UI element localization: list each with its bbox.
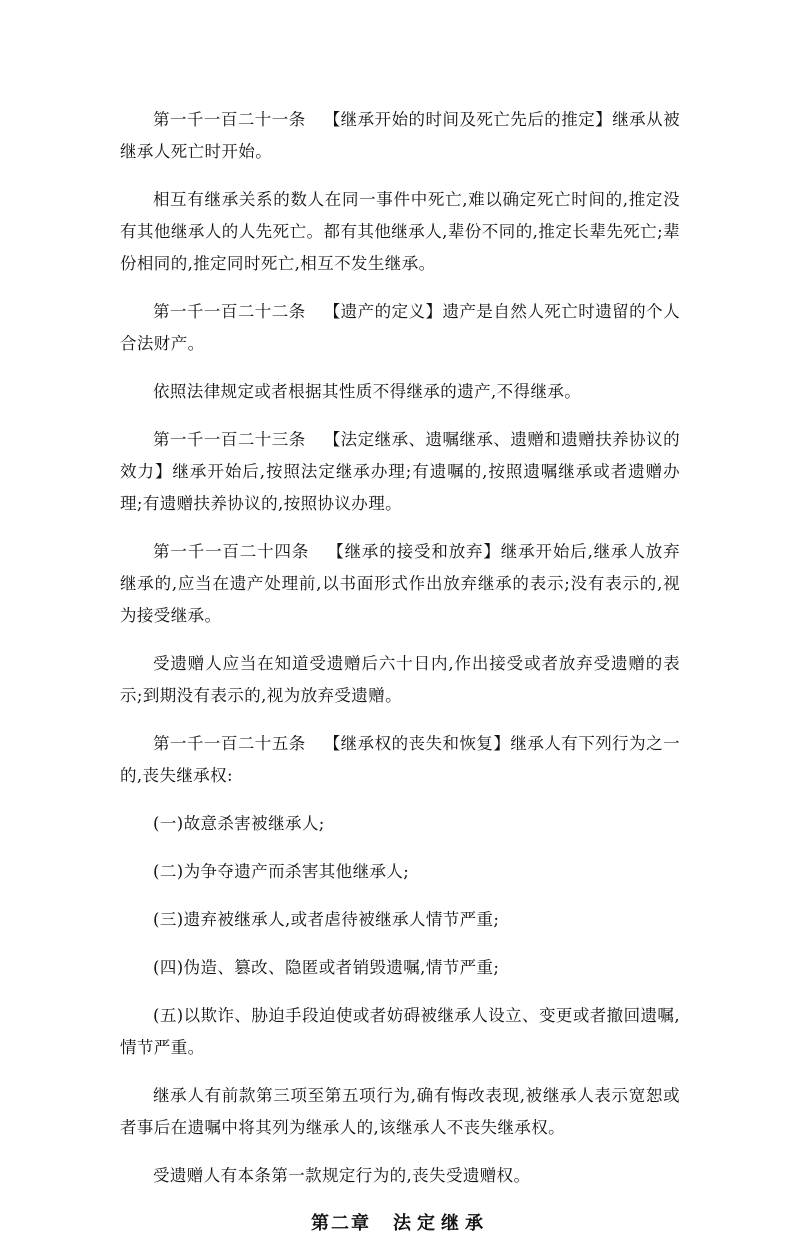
document-body (120, 104, 680, 1240)
article-text: 继承从被继承人死亡时开始。 (120, 110, 680, 161)
article-paragraph: 继承人有前款第三项至第五项行为,确有悔改表现,被继承人表示宽恕或者事后在遗嘱中将其列为继承人的,该继承人不丧失继承权。 (120, 1086, 680, 1137)
list-item: (二)为争夺遗产而杀害其他继承人; (153, 862, 410, 881)
article-title: 【继承权的丧失和恢复】 (323, 734, 511, 753)
article-1122 (120, 296, 680, 360)
article-number: 第一千一百二十二条 (153, 302, 306, 321)
list-item: (五)以欺诈、胁迫手段迫使或者妨碍被继承人设立、变更或者撤回遗嘱,情节严重。 (120, 1006, 680, 1057)
article-number: 第一千一百二十一条 (153, 110, 306, 129)
article-title: 【法定继承、遗嘱继承、遗赠和遗赠扶养协议的效力】 (120, 430, 680, 481)
article-title: 【继承开始的时间及死亡先后的推定】 (323, 110, 613, 129)
article-text: 继承开始后,继承人放弃继承的,应当在遗产处理前,以书面形式作出放弃继承的表示;没有表示的,视为接受继承。 (120, 542, 681, 625)
article-paragraph: 受遗赠人有本条第一款规定行为的,丧失受遗赠权。 (153, 1166, 531, 1185)
article-text: 继承开始后,按照法定继承办理;有遗嘱的,按照遗嘱继承或者遗赠办理;有遗赠扶养协议的,按照协议办理。 (120, 462, 681, 513)
article-title: 【继承的接受和放弃】 (327, 542, 501, 561)
chapter-number: 第二章 (311, 1213, 371, 1234)
chapter-title: 法定继承 (393, 1213, 489, 1234)
article-title: 【遗产的定义】 (323, 302, 443, 321)
article-number: 第一千一百二十五条 (153, 734, 306, 753)
list-item: (四)伪造、篡改、隐匿或者销毁遗嘱,情节严重; (153, 958, 500, 977)
article-number: 第一千一百二十三条 (153, 430, 306, 449)
article-1125 (120, 728, 680, 792)
article-number: 第一千一百二十四条 (153, 542, 310, 561)
list-item: (一)故意杀害被继承人; (153, 814, 325, 833)
chapter-heading (120, 1208, 680, 1240)
article-text: 遗产是自然人死亡时遗留的个人合法财产。 (120, 302, 680, 353)
article-1123 (120, 424, 680, 520)
article-1124 (120, 536, 680, 632)
article-paragraph: 依照法律规定或者根据其性质不得继承的遗产,不得继承。 (153, 382, 582, 401)
list-item: (三)遗弃被继承人,或者虐待被继承人情节严重; (153, 910, 500, 929)
article-text: 继承人有下列行为之一的,丧失继承权: (120, 734, 680, 785)
article-1121 (120, 104, 680, 168)
article-paragraph: 受遗赠人应当在知道受遗赠后六十日内,作出接受或者放弃受遗赠的表示;到期没有表示的,视为放弃受遗赠。 (120, 654, 680, 705)
article-paragraph: 相互有继承关系的数人在同一事件中死亡,难以确定死亡时间的,推定没有其他继承人的人先死亡。都有其他继承人,辈份不同的,推定长辈先死亡;辈份相同的,推定同时死亡,相互不发生继承。 (120, 190, 680, 273)
